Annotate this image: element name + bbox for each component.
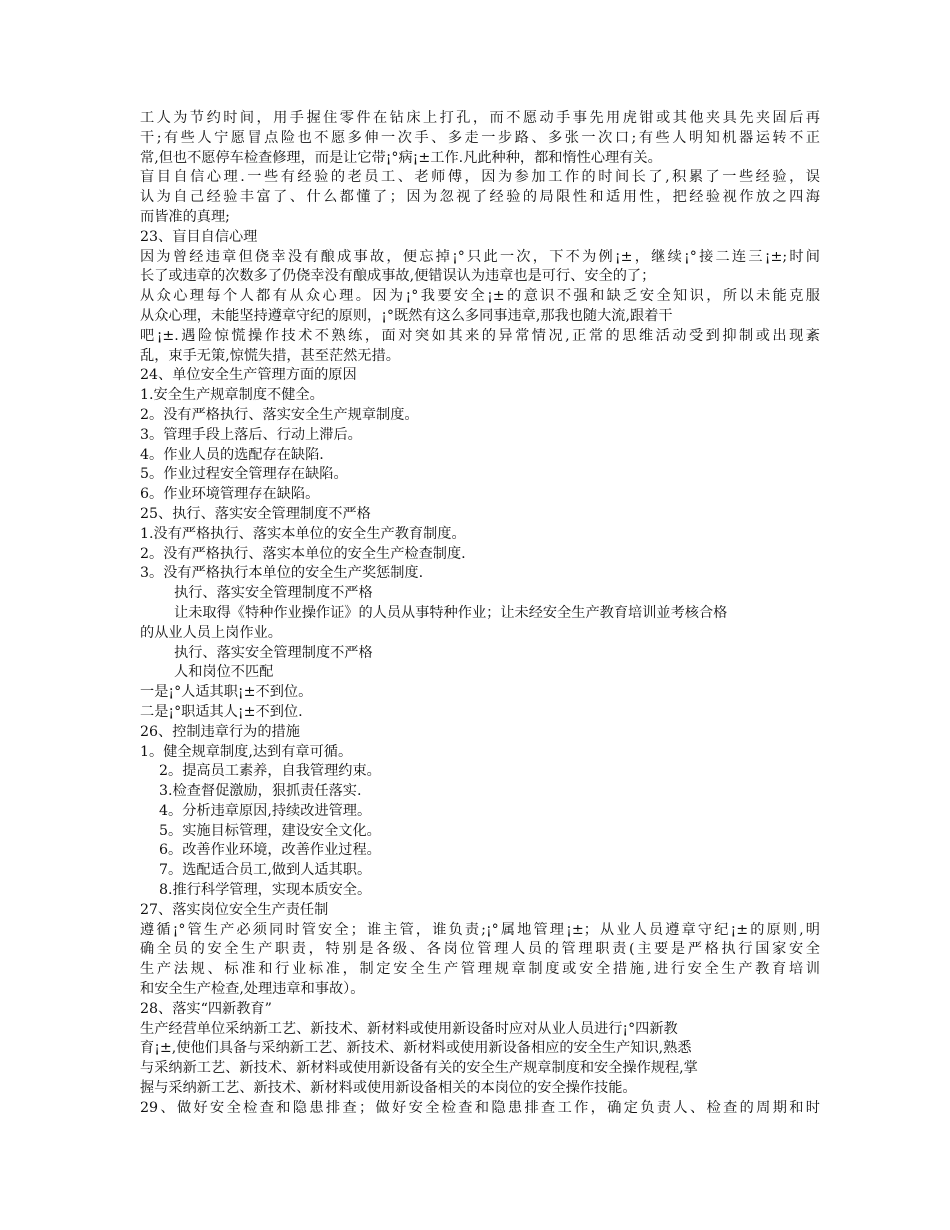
text-line: 3。没有严格执行本单位的安全生产奖惩制度. [140, 565, 424, 582]
text-line: 让未取得《特种作业操作证》的人员从事特种作业；让未经安全生产教育培训並考核合格 [174, 604, 728, 621]
text-line: 7。选配适合员工,做到人适其职。 [159, 862, 372, 879]
text-line: 乱，束手无策,惊慌失措，甚至茫然无措。 [140, 347, 400, 364]
text-line: 一是¡°人适其职¡±不到位。 [140, 684, 313, 701]
text-line: 1.安全生产规章制度不健全。 [140, 387, 324, 404]
text-line: 认为自己经验丰富了、什么都懂了；因为忽视了经验的局限性和适用性，把经验视作放之四海 [140, 189, 820, 206]
text-line: 28、落实“四新教育” [140, 1000, 272, 1017]
text-line: 确全员的安全生产职责，特别是各级、各岗位管理人员的管理职责(主要是严格执行国家安全 [140, 941, 820, 958]
text-line: 1。健全规章制度,达到有章可循。 [140, 743, 353, 760]
text-line: 握与采纳新工艺、新技术、新材料或使用新设备相关的本岗位的安全操作技能。 [140, 1080, 637, 1097]
text-line: 4。分析违章原因,持续改进管理。 [159, 802, 372, 819]
text-line: 人和岗位不匹配 [174, 664, 274, 681]
text-line: 工人为节约时间，用手握住零件在钻床上打孔，而不愿动手事先用虎钳或其他夹具先夹固后再 [140, 110, 820, 126]
text-line: 5。作业过程安全管理存在缺陷。 [140, 466, 348, 483]
text-line: 25、执行、落实安全管理制度不严格 [140, 505, 371, 522]
text-line: 2。没有严格执行、落实安全生产规章制度。 [140, 406, 419, 423]
text-line: 与采纳新工艺、新技术、新材料或使用新设备有关的安全生产规章制度和安全操作规程,掌 [140, 1060, 698, 1077]
text-line: 常,但也不愿停车检查修理，而是让它带¡°病¡±工作.凡此种种，都和惰性心理有关。 [140, 149, 662, 166]
text-line: 4。作业人员的选配存在缺陷. [140, 446, 324, 463]
text-line: 6。改善作业环境，改善作业过程。 [159, 842, 381, 859]
text-line: 长了或违章的次数多了仍侥幸没有酿成事故,便错误认为违章也是可行、安全的了； [140, 268, 656, 285]
text-line: 执行、落实安全管理制度不严格 [174, 644, 373, 661]
text-line: 1.没有严格执行、落实本单位的安全生产教育制度。 [140, 525, 466, 542]
text-line: 3.检查督促激励，狠抓责任落实. [159, 783, 362, 800]
document-body [140, 109, 820, 1119]
text-line: 6。作业环境管理存在缺陷。 [140, 486, 320, 503]
text-line: 24、单位安全生产管理方面的原因 [140, 367, 357, 384]
text-line: 27、落实岗位安全生产责任制 [140, 901, 329, 918]
text-line: 从众心理，未能坚持遵章守纪的原则，¡°既然有这么多同事违章,那我也随大流,跟着干 [140, 307, 673, 324]
text-line: 吧¡±.遇险惊慌操作技术不熟练，面对突如其来的异常情况,正常的思维活动受到抑制或出现紊 [140, 327, 820, 344]
text-line: 26、控制违章行为的措施 [140, 723, 300, 740]
text-line: 8.推行科学管理，实现本质安全。 [159, 882, 372, 899]
text-line: 5。实施目标管理，建设安全文化。 [159, 822, 381, 839]
text-line: 3。管理手段上落后、行动上滞后。 [140, 426, 362, 443]
text-line: 而皆准的真理; [140, 208, 230, 225]
text-line: 2。提高员工素养，自我管理约束。 [159, 763, 381, 780]
text-line: 2。没有严格执行、落实本单位的安全生产检查制度. [140, 545, 466, 562]
text-line: 从众心理每个人都有从众心理。因为¡°我要安全¡±的意识不强和缺乏安全知识，所以未能克服 [140, 288, 820, 305]
text-line: 23、盲目自信心理 [140, 228, 258, 245]
text-line: 遵循¡°管生产必须同时管安全；谁主管，谁负责;¡°属地管理¡±；从业人员遵章守纪¡±的原则,明 [140, 921, 820, 938]
text-line: 盲目自信心理.一些有经验的老员工、老师傅，因为参加工作的时间长了,积累了一些经验，误 [140, 169, 820, 186]
text-line: 执行、落实安全管理制度不严格 [174, 585, 373, 602]
text-line: 29、做好安全检查和隐患排查；做好安全检查和隐患排查工作，确定负责人、检查的周期和时 [140, 1099, 820, 1116]
text-line: 干;有些人宁愿冒点险也不愿多伸一次手、多走一步路、多张一次口;有些人明知机器运转不正 [140, 129, 820, 146]
text-line: 育¡±,使他们具备与采纳新工艺、新技术、新材料或使用新设备相应的安全生产知识,熟悉 [140, 1040, 692, 1057]
text-line: 和安全生产检查,处理违章和事故）。 [140, 981, 365, 998]
text-line: 生产法规、标准和行业标准，制定安全生产管理规章制度或安全措施,进行安全生产教育培训 [140, 961, 820, 978]
text-line: 生产经营单位采纳新工艺、新技术、新材料或使用新设备时应对从业人员进行¡°四新教 [140, 1020, 678, 1037]
text-line: 二是¡°职适其人¡±不到位. [140, 703, 303, 720]
text-line: 的从业人员上岗作业。 [140, 624, 282, 641]
text-line: 因为曾经违章但侥幸没有酿成事故，便忘掉¡°只此一次，下不为例¡±，继续¡°接二连三¡±;时间 [140, 248, 820, 265]
